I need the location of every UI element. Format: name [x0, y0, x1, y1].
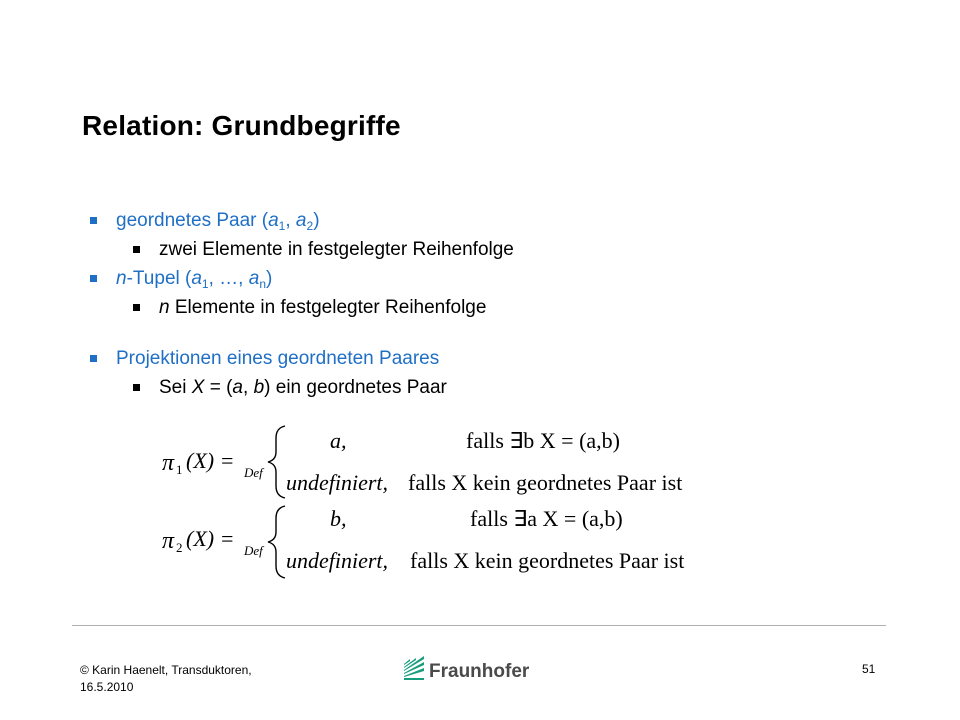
pi-subscript: 2: [176, 540, 183, 555]
left-brace: [268, 426, 285, 498]
bullet-marker: [90, 275, 97, 282]
bullet-text: -Tupel (: [126, 268, 192, 289]
def-subscript: Def: [244, 465, 263, 480]
subscript: 1: [201, 277, 209, 291]
footer-divider: [72, 625, 886, 626]
fraunhofer-logo: [404, 656, 534, 682]
bullet-text: Projektionen eines geordneten Paares: [116, 348, 440, 369]
bullet-list: [88, 206, 888, 402]
slide-title: Relation: Grundbegriffe: [82, 110, 401, 141]
sub-bullet-tuple-detail: [88, 293, 888, 322]
var-b: b: [253, 377, 265, 398]
bullet-marker: [90, 355, 97, 362]
case1-value: b,: [330, 506, 347, 531]
left-brace: [268, 506, 285, 578]
bullet-text: ,: [243, 377, 254, 398]
var-a: a: [295, 210, 307, 231]
paren-close: ): [266, 268, 273, 289]
subscript: 1: [278, 219, 286, 233]
var-a: a: [268, 210, 279, 231]
bullet-text: zwei Elemente in festgelegter Reihenfolge: [159, 239, 514, 260]
var-a: a: [232, 377, 243, 398]
var-n: n: [159, 297, 170, 318]
bullet-marker: [133, 246, 140, 253]
pi-symbol: π: [162, 450, 175, 476]
bullet-marker: [133, 304, 140, 311]
subscript: n: [259, 277, 266, 291]
var-a: a: [191, 268, 202, 289]
case1-condition: falls ∃b X = (a,b): [466, 428, 620, 453]
fraunhofer-logo-icon: [404, 656, 424, 680]
bullet-projections: [88, 344, 888, 373]
case2-condition: falls X kein geordnetes Paar ist: [408, 470, 683, 495]
bullet-marker: [90, 217, 97, 224]
page-number: 51: [862, 662, 876, 676]
sub-bullet-projection-detail: [88, 373, 888, 402]
bullet-text: Sei: [159, 377, 192, 398]
formula-projection-2: [160, 504, 720, 582]
ellipsis: , …,: [208, 268, 249, 289]
case2-condition: falls X kein geordnetes Paar ist: [410, 548, 685, 573]
bullet-text: ) ein geordnetes Paar: [264, 377, 447, 398]
footer-copyright: [80, 662, 300, 696]
sub-bullet-pair-detail: [88, 235, 888, 264]
case1-value: a,: [330, 428, 347, 453]
pi-subscript: 1: [176, 462, 183, 477]
case2-value: undefiniert,: [286, 548, 389, 573]
pi-argument: (X) =: [186, 448, 235, 473]
bullet-marker: [133, 384, 140, 391]
separator: ,: [285, 210, 296, 231]
subscript: 2: [306, 219, 314, 233]
copyright-date: 16.5.2010: [80, 680, 134, 694]
case1-condition: falls ∃a X = (a,b): [470, 506, 623, 531]
case2-value: undefiniert,: [286, 470, 389, 495]
bullet-text: geordnetes Paar (: [116, 210, 269, 231]
fraunhofer-logo-text: Fraunhofer: [429, 661, 530, 682]
bullet-ordered-pair: [88, 206, 888, 235]
paren-close: ): [313, 210, 320, 231]
bullet-text: = (: [204, 377, 233, 398]
copyright-line: © Karin Haenelt, Transduktoren,: [80, 663, 252, 677]
def-subscript: Def: [244, 543, 263, 558]
bullet-text: Elemente in festgelegter Reihenfolge: [169, 297, 487, 318]
var-a: a: [248, 268, 260, 289]
bullet-n-tuple: [88, 264, 888, 293]
pi-argument: (X) =: [186, 526, 235, 551]
var-X: X: [191, 377, 205, 398]
pi-symbol: π: [162, 528, 175, 554]
formula-projection-1: [160, 422, 720, 500]
var-n: n: [116, 268, 127, 289]
